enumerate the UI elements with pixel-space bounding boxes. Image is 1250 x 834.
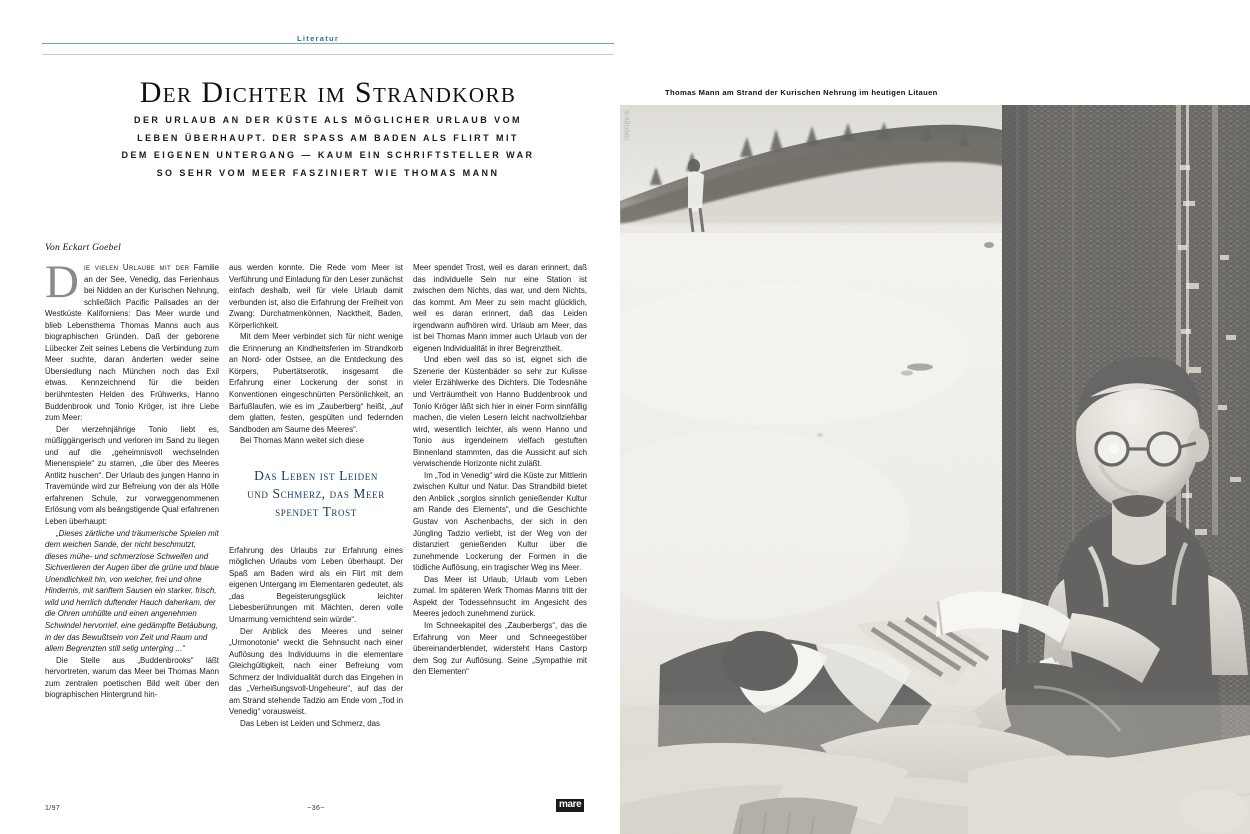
photo-caption: Thomas Mann am Strand der Kurischen Nehrung im heutigen Litauen [665,88,938,97]
body-column-2 [229,262,403,730]
paragraph-text: Familie an der See, Venedig, das Ferienhaus bei Nidden an der Kurischen Nehrung, schließlich Pacific Palisades an der Westküste Kaliforniens: Das Meer wurde und blieb Lebensthema Thomas Manns auch aus biographischen Gründen. Daß der geborene Lübecker Zeit seines Lebens die Verbindung zum Meer suchte, daran änderten weder seine Übersiedlung nach München noch das Exil etwas. Kennzeichnend für die beiden berühmtesten Helden des Frühwerks, Hanno Buddenbrook und Tonio Kröger, ist ihre Liebe zum Meer: [45,263,219,423]
paragraph [45,256,219,424]
body-column-1 [45,256,219,701]
photo-page [620,0,1250,834]
running-head-rule [42,43,614,44]
issue-folio: 1/97 [45,805,61,812]
byline: Von Eckart Goebel [45,243,122,253]
cross-heading [229,467,403,521]
cross-heading-line-1: Das Leben ist Leiden [254,467,378,483]
paragraph: Und eben weil das so ist, eignet sich die Szenerie der Küstenbäder so sehr zur Kulisse vieler Erzählwerke des Dichters. Die Todesnähe und Verträumtheit von Hanno Buddenbrook und Tonio Kröger läßt sich hier in einer Form sinnfällig machen, die vielen Lesern leicht nachvollziehbar wird, wesentlich leichter, als wenn Hanno und Tonio aus irgendeinem vielfach gestuften Binnenland stammten, das die Aussicht auf sich verwischende Horizonte nicht zuläßt. [413,355,587,469]
standfirst [72,112,584,182]
paragraph: Der vierzehnjährige Tonio liebt es, müßiggängerisch und verloren im Sand zu liegen und auf die „geheimnisvoll wechselnden Mienenspiele“ zu starren, „die über des Meeres Antlitz huschen“. Der Urlaub des jungen Hanno in Travemünde wird zur Befreiung von der als Hölle erfahrenen Schule, zur vorweggenommenen Erlösung vom als beängstigende Qual erfahrenen Leben überhaupt: [45,424,219,527]
photograph [620,105,1250,834]
standfirst-line-1: DER URLAUB AN DER KÜSTE ALS MÖGLICHER URLAUB VOM [134,115,522,125]
standfirst-line-4: SO SEHR VOM MEER FASZINIERT WIE THOMAS MANN [156,167,500,178]
cross-heading-line-3: spendet Trost [275,503,357,519]
cross-heading-line-2: und Schmerz, das Meer [247,485,385,501]
photo-credit: © Ullstein [623,111,629,140]
drop-cap: D [45,256,79,308]
paragraph: Das Leben ist Leiden und Schmerz, das [240,718,380,728]
paragraph: Mit dem Meer verbindet sich für nicht wenige die Erinnerung an Kindheitsferien im Strandkorb an Nord- oder Ostsee, an die Entdeckung des Körpers, Pubertätserotik, insgesamt die Erfahrung einer Lockerung der sonst in Konventionen eingeschnürten Persönlichkeit, an Barfußlaufen, wie es im „Zauberberg“ heißt, „auf dem glatten, festen, gespülten und federnden Sandboden am Saume des Meeres“. [229,332,403,434]
publisher-logo: mare [556,799,584,812]
text-page [0,0,620,834]
body-column-3 [413,262,587,678]
standfirst-line-2: LEBEN ÜBERHAUPT. DER SPASS AM BADEN ALS FLIRT MIT [137,132,519,143]
page-number: ~36~ [307,805,325,812]
running-head-rule-secondary [42,54,614,55]
running-head-label: Literatur [288,34,348,43]
paragraph: Meer spendet Trost, weil es daran erinnert, daß das individuelle Sein nur eine Station ist zwischen dem Nichts, das war, und dem Nichts, das kommt. Am Meer zu sein macht glücklich, weil es daran erinnert, daß das Leiden irgendwann aufhören wird. Urlaub am Meer, das ist bei Thomas Mann immer auch Urlaub von der eigenen Individualität in ihrer Begrenztheit. [413,263,587,353]
paragraph: Bei Thomas Mann weitet sich diese [240,436,364,446]
page-title: Der Dichter im Strandkorb [139,76,517,109]
running-head [42,30,614,50]
standfirst-line-3: DEM EIGENEN UNTERGANG — KAUM EIN SCHRIFTSTELLER WAR [121,150,535,160]
paragraph: Im „Tod in Venedig“ wird die Küste zur Mittlerin zwischen Kultur und Natur. Das Strandbild bietet den Anblick „sorglos sinnlich genießender Kultur am Rande des Elements“, und die Geschichte Gustav von Aschenbachs, der sich in den Jüngling Tadzio verliebt, ist der Weg von der distanziert genießenden Kultur über die zunehmende Lockerung der Formen in die tödliche Auflösung, ein tragischer Weg ins Meer. [413,470,587,573]
paragraph: Die Stelle aus „Buddenbrooks“ läßt hervortreten, warum das Meer bei Thomas Mann zum zentralen poetischen Bild weit über den biographischen Hintergrund hin- [45,655,219,700]
paragraph: aus werden konnte. Die Rede vom Meer ist Verführung und Einladung für den Leser zunächst einfach deshalb, weil für viele Urlaub damit verbunden ist, also die Erfahrung der Freiheit von Zwang: Durchatmenkönnen, Nacktheit, Baden, Körperlichkeit. [229,263,403,330]
lead-small-caps: ie vielen Urlaube mit der [83,263,190,272]
beach-photograph-image [620,105,1250,834]
paragraph: Das Meer ist Urlaub, Urlaub vom Leben zumal. Im späteren Werk Thomas Manns tritt der Aspekt der Todessehnsucht im Angesicht des Meeres jedoch zunehmend zurück. [413,574,587,619]
block-quote: „Dieses zärtliche und träumerische Spielen mit dem weichen Sande, der nicht beschmutzt, dieses mühe- und schmerzlose Schweifen und Sichverlieren der Augen über die grüne und blaue Unendlichkeit hin, von welcher, frei und ohne Hindernis, mit sanftem Sausen ein starker, frisch, wild und herrlich duftender Hauch daherkam, der die Ohren umhüllte und einen angenehmen Schwindel hervorrief, eine gedämpfte Betäubung, in der das Bewußtsein von Zeit und Raum und allem Begrenzten still selig unterging ...“ [45,528,219,654]
paragraph: Erfahrung des Urlaubs zur Erfahrung eines möglichen Urlaubs vom Leben überhaupt. Der Spaß am Baden wird als ein Flirt mit dem eigenen Untergang im Elementaren gedeutet, als „das Begeisterungsglück leichter Liebesberührungen mit Mächten, deren volle Umarmung vernichtend sein würde“. [229,545,403,625]
paragraph: Im Schneekapitel des „Zauberbergs“, das die Erfahrung von Meer und Schneegestöber übereinanderblendet, widersteht Hans Castorp dem Sog zur Auflösung. Seine „Sympathie mit den Elementen“ [413,620,587,677]
paragraph: Der Anblick des Meeres und seiner „Urmonotonie“ weckt die Sehnsucht nach einer Auflösung des Individuums in die elementare Gleichgültigkeit, nach einer Befreiung vom Schmerz der Individualität durch das Eingehen in das „Verheißungsvoll-Ungeheure“, auf das der am Strand stehende Tadzio am Ende vom „Tod in Venedig“ vorausweist. [229,626,403,717]
